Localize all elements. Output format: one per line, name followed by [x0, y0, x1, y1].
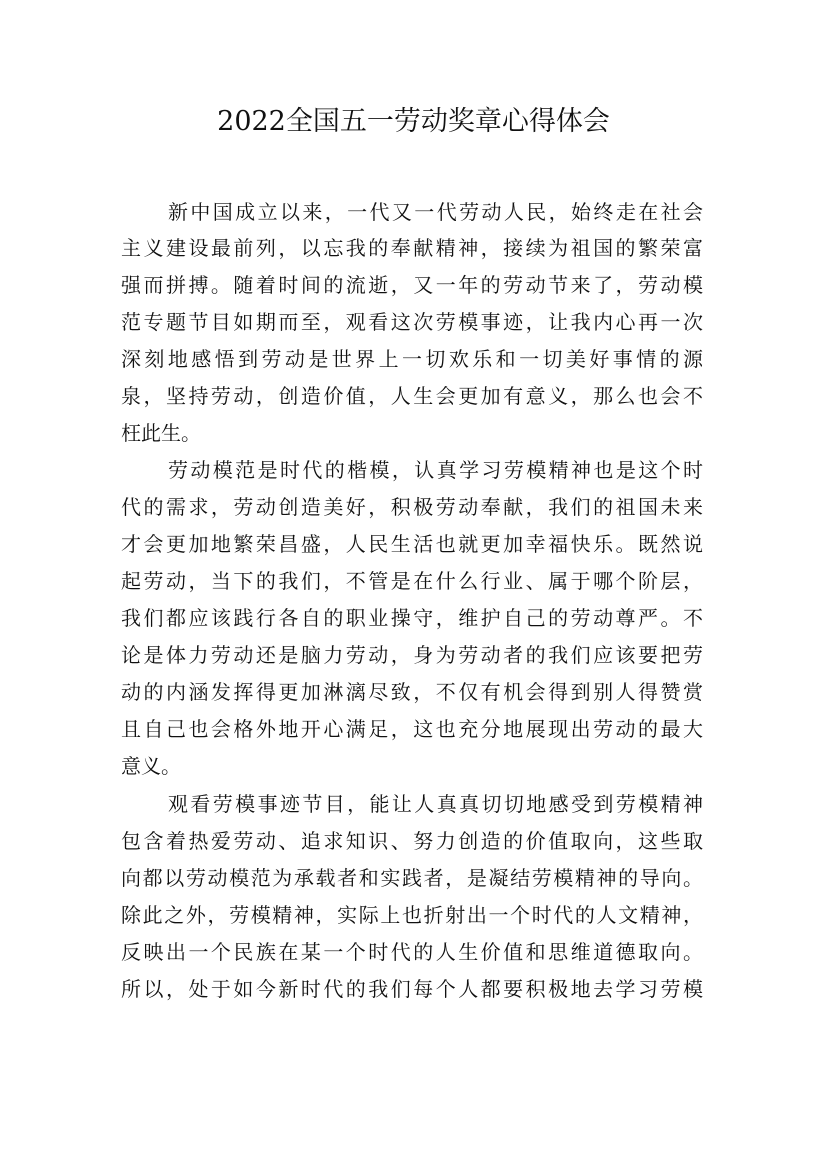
body-line-12: 我们都应该践行各自的职业操守，维护自己的劳动尊严。不 [121, 606, 703, 630]
body-line-8: 劳动模范是时代的楷模，认真学习劳模精神也是这个时 [168, 458, 703, 482]
body-line-2: 主义建设最前列，以忘我的奉献精神，接续为祖国的繁荣富 [121, 236, 703, 260]
body-line-3: 强而拼搏。随着时间的流逝，又一年的劳动节来了，劳动模 [121, 273, 703, 297]
body-line-20: 除此之外，劳模精神，实际上也折射出一个时代的人文精神， [121, 903, 703, 927]
body-line-10: 才会更加地繁荣昌盛，人民生活也就更加幸福快乐。既然说 [121, 532, 703, 556]
body-line-1: 新中国成立以来，一代又一代劳动人民，始终走在社会 [168, 200, 703, 224]
body-line-19: 向都以劳动模范为承载者和实践者，是凝结劳模精神的导向。 [121, 866, 703, 890]
body-line-13: 论是体力劳动还是脑力劳动，身为劳动者的我们应该要把劳 [121, 643, 703, 667]
body-line-6: 泉，坚持劳动，创造价值，人生会更加有意义，那么也会不 [121, 384, 703, 408]
body-line-5: 深刻地感悟到劳动是世界上一切欢乐和一切美好事情的源 [121, 347, 703, 371]
body-line-16: 意义。 [121, 754, 181, 778]
body-line-21: 反映出一个民族在某一个时代的人生价值和思维道德取向。 [121, 940, 703, 964]
body-line-7: 枉此生。 [121, 421, 201, 445]
body-line-17: 观看劳模事迹节目，能让人真真切切地感受到劳模精神 [168, 792, 703, 816]
body-line-18: 包含着热爱劳动、追求知识、努力创造的价值取向，这些取 [121, 829, 703, 853]
document-title: 2022全国五一劳动奖章心得体会 [217, 106, 610, 137]
body-line-11: 起劳动，当下的我们，不管是在什么行业、属于哪个阶层， [121, 569, 703, 593]
body-line-14: 动的内涵发挥得更加淋漓尽致，不仅有机会得到别人得赞赏 [121, 680, 703, 704]
body-line-9: 代的需求，劳动创造美好，积极劳动奉献，我们的祖国未来 [121, 495, 703, 519]
body-line-15: 且自己也会格外地开心满足，这也充分地展现出劳动的最大 [121, 717, 703, 741]
body-line-4: 范专题节目如期而至，观看这次劳模事迹，让我内心再一次 [121, 310, 703, 334]
body-line-22: 所以，处于如今新时代的我们每个人都要积极地去学习劳模 [121, 977, 703, 1001]
